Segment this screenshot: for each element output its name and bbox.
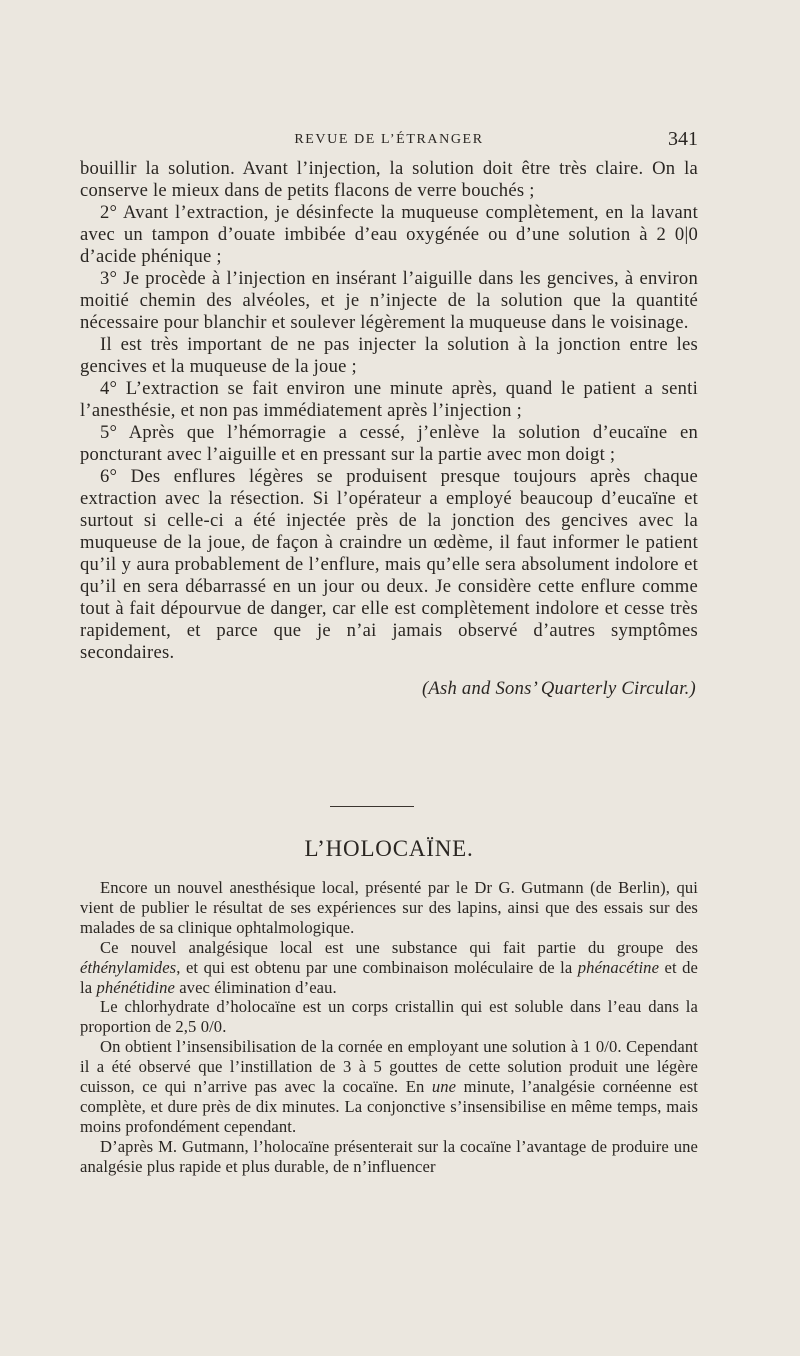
text-run: avec élimination d’eau. — [174, 977, 337, 997]
paragraph: bouillir la solution. Avant l’injection, la solution doit être très claire. On la conserve le mieux dans de petits flacons de verre bouchés ; — [80, 158, 698, 201]
italic-term: éthénylamides — [80, 957, 177, 977]
paragraph — [80, 938, 698, 998]
paragraph: 3° Je procède à l’injection en insérant l’aiguille dans les gencives, à environ moitié chemin des alvéoles, et je n’injecte de la solution que la quantité nécessaire pour blanchir et soulever légèrement la muqueuse dans le voisinage. — [80, 268, 698, 333]
page-number: 341 — [668, 128, 698, 150]
section-title: L’HOLOCAÏNE. — [304, 836, 474, 861]
paragraph — [80, 1037, 698, 1137]
text-run: On obtient l’insensibilisation de la cornée en employant une solution à 1 0/0. Cependant il a été observé que l’instillation de 3 à 5 gouttes de cette solution produit une légère cuisson, ce qui n’arrive pas avec la cocaïne. En — [80, 1037, 698, 1097]
paragraph: Il est très important de ne pas injecter la solution à la jonction entre les gencives et la muqueuse de la joue ; — [80, 334, 698, 377]
section-divider — [330, 806, 414, 807]
text-run: Ce nouvel analgésique local est une substance qui fait partie du groupe des — [100, 937, 698, 957]
text-run: minute, l’analgésie cornéenne est complète, et dure près de dix minutes. La conjonctive s’insensibilise en même temps, mais moins profondément cependant. — [80, 1077, 698, 1136]
italic-term: phénacétine — [577, 957, 660, 977]
paragraph: 6° Des enflures légères se produisent presque toujours après chaque extraction avec la résection. Si l’opérateur a employé beaucoup d’eucaïne et surtout si celle-ci a été injectée près de la jonction des gencives avec la muqueuse de la joue, de façon à craindre un œdème, il faut informer le patient qu’il y aura probablement de l’enflure, mais qu’elle sera absolument indolore et qu’il en sera débarrassé en un jour ou deux. Je considère cette enflure comme tout à fait dépourvue de danger, car elle est complètement indolore et cesse très rapidement, et parce que je n’ai jamais observé d’autres symptômes secondaires. — [80, 466, 698, 663]
paragraph: Encore un nouvel anesthésique local, présenté par le Dr G. Gutmann (de Berlin), qui vient de publier le résultat de ses expériences sur des lapins, ainsi que des essais sur des malades de sa clinique ophtalmologique. — [80, 878, 698, 937]
paragraph: 4° L’extraction se fait environ une minute après, quand le patient a senti l’anesthésie, et non pas immédiatement après l’injection ; — [80, 378, 698, 421]
italic-term: phénétidine — [96, 977, 175, 997]
article-holocaine-text — [80, 878, 698, 1177]
italic-term: une — [431, 1077, 457, 1097]
text-run: , et qui est obtenu par une combinaison moléculaire de la — [176, 957, 578, 977]
page-header — [80, 128, 698, 154]
paragraph: D’après M. Gutmann, l’holocaïne présenterait sur la cocaïne l’avantage de produire une analgésie plus rapide et plus durable, de n’influencer — [80, 1136, 698, 1176]
running-title: REVUE DE L’ÉTRANGER — [294, 132, 484, 147]
paragraph: Le chlorhydrate d’holocaïne est un corps cristallin qui est soluble dans l’eau dans la proportion de 2,5 0/0. — [80, 997, 698, 1037]
source-citation: (Ash and Sons’ Quarterly Circular.) — [421, 678, 696, 699]
text-run: et de la — [80, 957, 698, 997]
paragraph: 5° Après que l’hémorragie a cessé, j’enlève la solution d’eucaïne en poncturant avec l’aiguille et en pressant sur la partie avec mon doigt ; — [80, 422, 698, 465]
paragraph: 2° Avant l’extraction, je désinfecte la muqueuse complètement, en la lavant avec un tampon d’ouate imbibée d’eau oxygénée ou d’une solution à 2 0|0 d’acide phénique ; — [80, 202, 698, 267]
article-eucaine-text — [80, 158, 698, 700]
